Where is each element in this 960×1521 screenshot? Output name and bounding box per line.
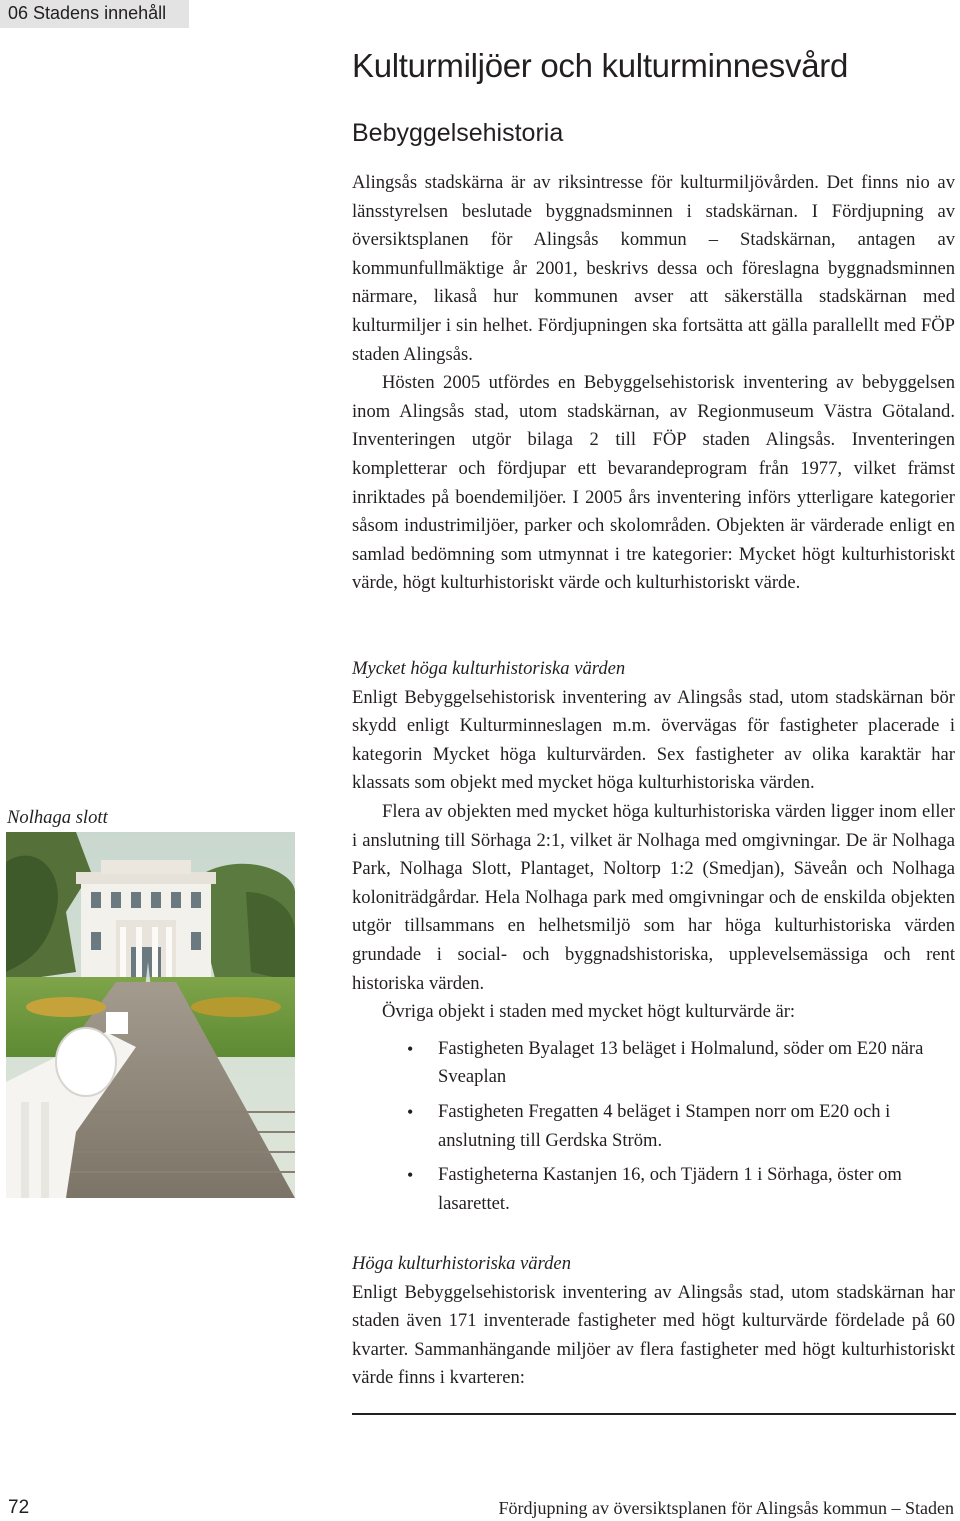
section-heading-high: Höga kulturhistoriska värden [352, 1253, 571, 1274]
intro-paragraph-2: Hösten 2005 utfördes en Bebyggelsehistorisk inventering av bebyggelsen inom Alingsås stad, utom stadskärnan, av Regionmuseum Västra Götaland. Inventeringen utgör bilaga 2 till FÖP staden Alingsås. Inventeringen kompletterar och fördjupar ett bevarandeprogram från 1977, vilket främst inriktades på boendemiljöer. I 2005 års inventering införs ytterligare kategorier såsom industrimiljöer, parker och skolområden. Objekten är värderade enligt en samlad bedömning som utmynnat i tre kategorier: Mycket högt kulturhistoriskt värde, högt kulturhistoriskt värde och kulturhistoriskt värde. [352, 372, 955, 594]
list-item: • Fastigheten Fregatten 4 beläget i Stampen norr om E20 och i anslutning till Gerdska Ström. [352, 1098, 955, 1155]
list-item: • Fastigheten Byalaget 13 beläget i Holmalund, söder om E20 nära Sveaplan [352, 1035, 955, 1092]
section-heading-very-high: Mycket höga kulturhistoriska värden [352, 658, 626, 679]
photo-caption: Nolhaga slott [7, 807, 108, 828]
intro-text [352, 169, 955, 598]
section-high-values [352, 1250, 955, 1393]
section-tab: 06 Stadens innehåll [0, 0, 189, 28]
section-very-high-values [352, 655, 955, 1224]
nolhaga-castle-photo [6, 832, 295, 1198]
section2-paragraph-1: Enligt Bebyggelsehistorisk inventering av Alingsås stad, utom stadskärnan har staden även 171 inventerade fastigheter med högt kulturvärde fördelade på 60 kvarter. Sammanhängande miljöer av flera fastigheter med högt kulturhistoriskt värde finns i kvarteren: [352, 1281, 955, 1389]
section1-paragraph-1: Enligt Bebyggelsehistorisk inventering av Alingsås stad, utom stadskärnan bör skydd enligt Kulturminneslagen m.m. övervägas för fastigheter placerade i kategorin Mycket höga kulturvärden. Sex fastigheter av olika karaktär har klassats som objekt med mycket höga kulturhistoriska värden. [352, 686, 955, 794]
section-subtitle: Bebyggelsehistoria [352, 119, 564, 147]
objects-list [352, 1035, 955, 1219]
page-number: 72 [8, 1497, 30, 1518]
section1-paragraph-3: Övriga objekt i staden med mycket högt kulturvärde är: [382, 1001, 796, 1023]
footer-divider [352, 1413, 956, 1415]
bullet-icon: • [407, 1038, 414, 1059]
page-title: Kulturmiljöer och kulturminnesvård [352, 47, 848, 84]
bullet-icon: • [407, 1101, 414, 1122]
footer-title: Fördjupning av översiktsplanen för Alingsås kommun – Staden [498, 1498, 954, 1518]
intro-paragraph-1: Alingsås stadskärna är av riksintresse för kulturmiljövården. Det finns nio av länsstyrelsen beslutade byggnadsminnen i stadskärnan. I Fördjupning av översiktsplanen för Alingsås kommun – Stadskärnan, antagen av kommunfullmäktige år 2001, beskrivs dessa och föreslagna byggnadsminnen närmare, likaså hur kommunen avser att säkerställa stadskärnan med kulturmiljer i sin helhet. Fördjupningen ska fortsätta att gälla parallellt med FÖP staden Alingsås. [352, 172, 955, 365]
bullet-icon: • [407, 1165, 414, 1186]
section1-paragraph-2: Flera av objekten med mycket höga kulturhistoriska värden ligger inom eller i anslutning till Sörhaga 2:1, vilket är Nolhaga med omgivningar. De är Nolhaga Park, Nolhaga Slott, Plantaget, Noltorp 1:2 (Smedjan), Säveån och Nolhaga koloniträdgårdar. Hela Nolhaga park med omgivningar och de enskilda objekten utgör tillsammans en helhetsmiljö som har höga kulturhistoriska värden grundade i social- och byggnadshistoriska, upplevelsemässiga och rent historiska värden. [352, 800, 955, 994]
list-item: • Fastigheterna Kastanjen 16, och Tjädern 1 i Sörhaga, öster om lasarettet. [352, 1161, 955, 1218]
